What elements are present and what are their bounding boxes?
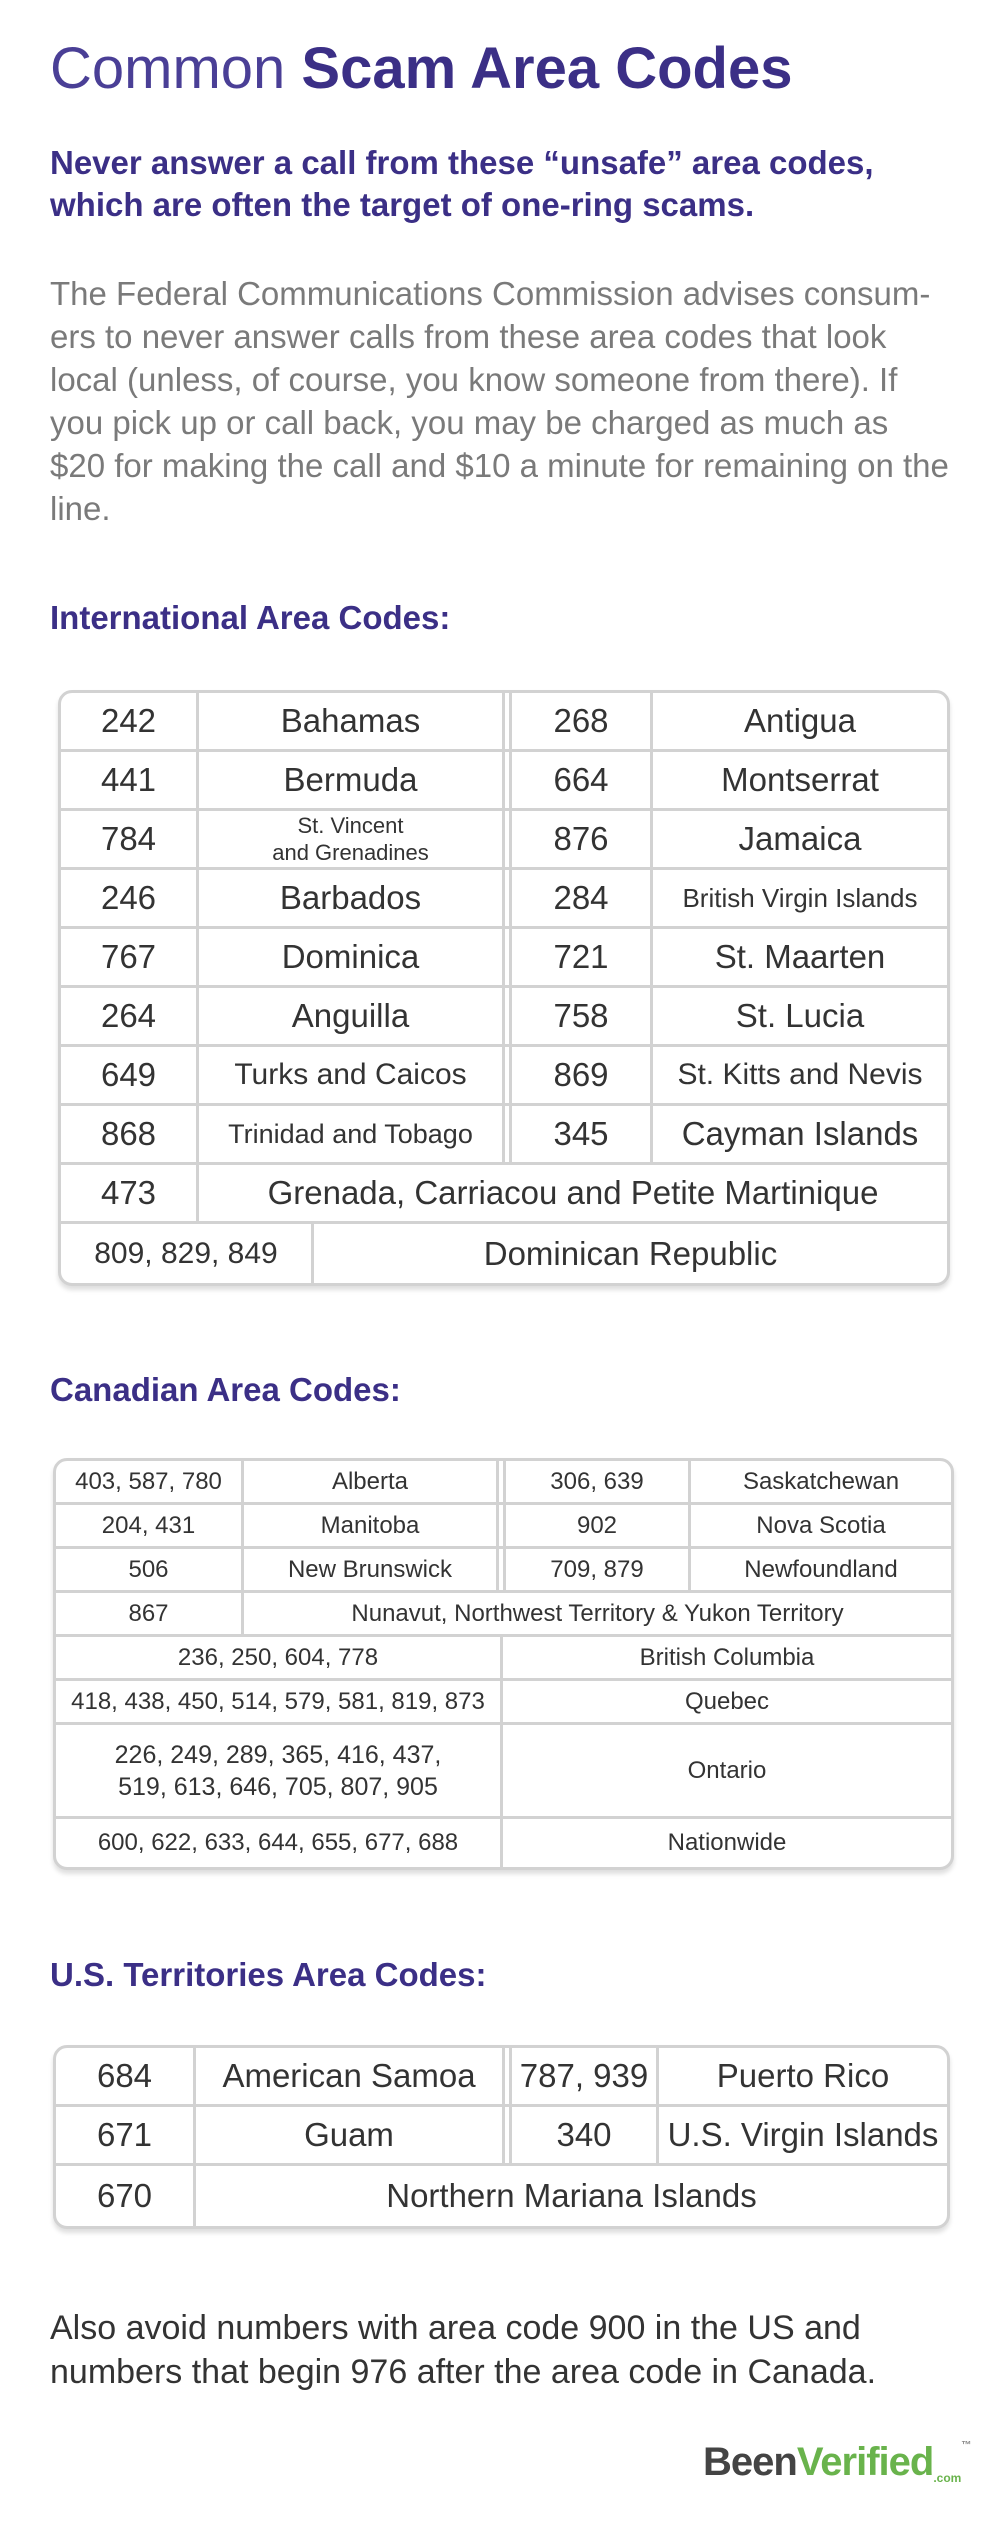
- location: St. Lucia: [735, 997, 865, 1034]
- international-heading: International Area Codes:: [50, 599, 451, 636]
- area-code: 403, 587, 780: [56, 1461, 244, 1502]
- area-code: 721: [512, 929, 653, 985]
- us-territories-heading: U.S. Territories Area Codes:: [50, 1956, 487, 1993]
- area-code: 869: [512, 1047, 653, 1103]
- table-row: [56, 1593, 951, 1637]
- area-code: 868: [61, 1106, 199, 1162]
- table-row: [56, 1725, 951, 1819]
- table-row: [56, 1461, 951, 1505]
- table-row: [56, 1681, 951, 1725]
- location: Barbados: [199, 870, 512, 926]
- area-code: 506: [56, 1549, 244, 1590]
- area-code: 340: [512, 2107, 659, 2163]
- area-code: 600, 622, 633, 644, 655, 677, 688: [56, 1819, 503, 1867]
- area-code: 441: [61, 752, 199, 808]
- area-code: 684: [56, 2048, 196, 2104]
- international-table: [58, 690, 950, 1286]
- location: U.S. Virgin Islands: [667, 2116, 939, 2153]
- us-territories-table: [53, 2045, 950, 2229]
- area-code: 242: [61, 693, 199, 749]
- table-row: [56, 1549, 951, 1593]
- location: St. Maarten: [714, 938, 886, 975]
- area-code: 284: [512, 870, 653, 926]
- area-code: 268: [512, 693, 653, 749]
- area-code: 473: [61, 1165, 199, 1221]
- canadian-table: [53, 1458, 954, 1870]
- area-code: 876: [512, 811, 653, 867]
- area-code: 670: [56, 2166, 196, 2226]
- location: St. Vincent and Grenadines: [199, 811, 512, 867]
- location: Nunavut, Northwest Territory & Yukon Territory: [351, 1599, 844, 1627]
- location: American Samoa: [196, 2048, 512, 2104]
- location: Northern Mariana Islands: [386, 2177, 757, 2214]
- location: St. Kitts and Nevis: [677, 1058, 923, 1091]
- location: Newfoundland: [744, 1555, 898, 1583]
- area-code: 767: [61, 929, 199, 985]
- table-row: [61, 1165, 947, 1224]
- location: Anguilla: [199, 988, 512, 1044]
- table-row: [56, 1819, 951, 1867]
- location: British Virgin Islands: [682, 882, 918, 913]
- area-code: 709, 879: [506, 1549, 691, 1590]
- location: Nationwide: [667, 1829, 787, 1856]
- area-code: 671: [56, 2107, 196, 2163]
- table-row: [56, 1637, 951, 1681]
- location: Dominica: [199, 929, 512, 985]
- location: Quebec: [684, 1687, 770, 1715]
- area-code: 204, 431: [56, 1505, 244, 1546]
- area-code: 867: [56, 1593, 244, 1634]
- location: Trinidad and Tobago: [199, 1106, 512, 1162]
- area-code: 345: [512, 1106, 653, 1162]
- location: Guam: [196, 2107, 512, 2163]
- area-code: 246: [61, 870, 199, 926]
- location: Alberta: [244, 1461, 506, 1502]
- location: Ontario: [687, 1756, 767, 1784]
- subtitle: Never answer a call from these “unsafe” area codes, which are often the target of one-ring scams.: [50, 144, 874, 223]
- table-row: [61, 693, 947, 752]
- location: Turks and Caicos: [199, 1047, 512, 1103]
- canadian-heading: Canadian Area Codes:: [50, 1371, 401, 1408]
- table-row: [56, 2107, 947, 2166]
- table-row: [61, 988, 947, 1047]
- location: Bermuda: [199, 752, 512, 808]
- location: Grenada, Carriacou and Petite Martinique: [267, 1174, 879, 1211]
- location: British Columbia: [639, 1643, 815, 1671]
- table-row: [61, 1106, 947, 1165]
- location: Saskatchewan: [742, 1467, 900, 1495]
- location: Puerto Rico: [716, 2057, 890, 2094]
- location: Jamaica: [738, 820, 862, 857]
- location: Bahamas: [199, 693, 512, 749]
- beenverified-logo: BeenVerified.com™: [703, 2440, 972, 2485]
- location: New Brunswick: [244, 1549, 506, 1590]
- table-row: [61, 811, 947, 870]
- location: Dominican Republic: [483, 1234, 778, 1272]
- area-code: 664: [512, 752, 653, 808]
- location: Cayman Islands: [681, 1115, 919, 1152]
- location: Antigua: [744, 702, 856, 739]
- table-row: [61, 870, 947, 929]
- location: Manitoba: [244, 1505, 506, 1546]
- table-row: [61, 1047, 947, 1106]
- area-code: 226, 249, 289, 365, 416, 437, 519, 613, 646, 705, 807, 905: [56, 1725, 503, 1816]
- area-code: 758: [512, 988, 653, 1044]
- area-code: 264: [61, 988, 199, 1044]
- page-title: Common Scam Area Codes: [50, 36, 793, 101]
- location: Nova Scotia: [756, 1511, 886, 1539]
- area-code: 236, 250, 604, 778: [56, 1637, 503, 1678]
- area-code: 306, 639: [506, 1461, 691, 1502]
- footer-note: Also avoid numbers with area code 900 in the US and numbers that begin 976 after the area code in Canada.: [50, 2309, 877, 2391]
- area-code: 784: [61, 811, 199, 867]
- table-row: [61, 752, 947, 811]
- table-row: [56, 2166, 947, 2226]
- table-row: [56, 1505, 951, 1549]
- area-code: 902: [506, 1505, 691, 1546]
- area-code: 418, 438, 450, 514, 579, 581, 819, 873: [56, 1681, 503, 1722]
- area-code: 649: [61, 1047, 199, 1103]
- location: Montserrat: [721, 761, 879, 798]
- table-row: [61, 929, 947, 988]
- table-row: [56, 2048, 947, 2107]
- area-code: 809, 829, 849: [61, 1224, 314, 1283]
- table-row: [61, 1224, 947, 1283]
- area-code: 787, 939: [512, 2048, 659, 2104]
- intro-paragraph: The Federal Communications Commission advises consum- ers to never answer calls from these area codes that look local (unless, of course, you know someone from there). If you pick up or call back, you may be charged as much as $20 for making the call and $10 a minute for remaining on the line.: [50, 275, 949, 527]
